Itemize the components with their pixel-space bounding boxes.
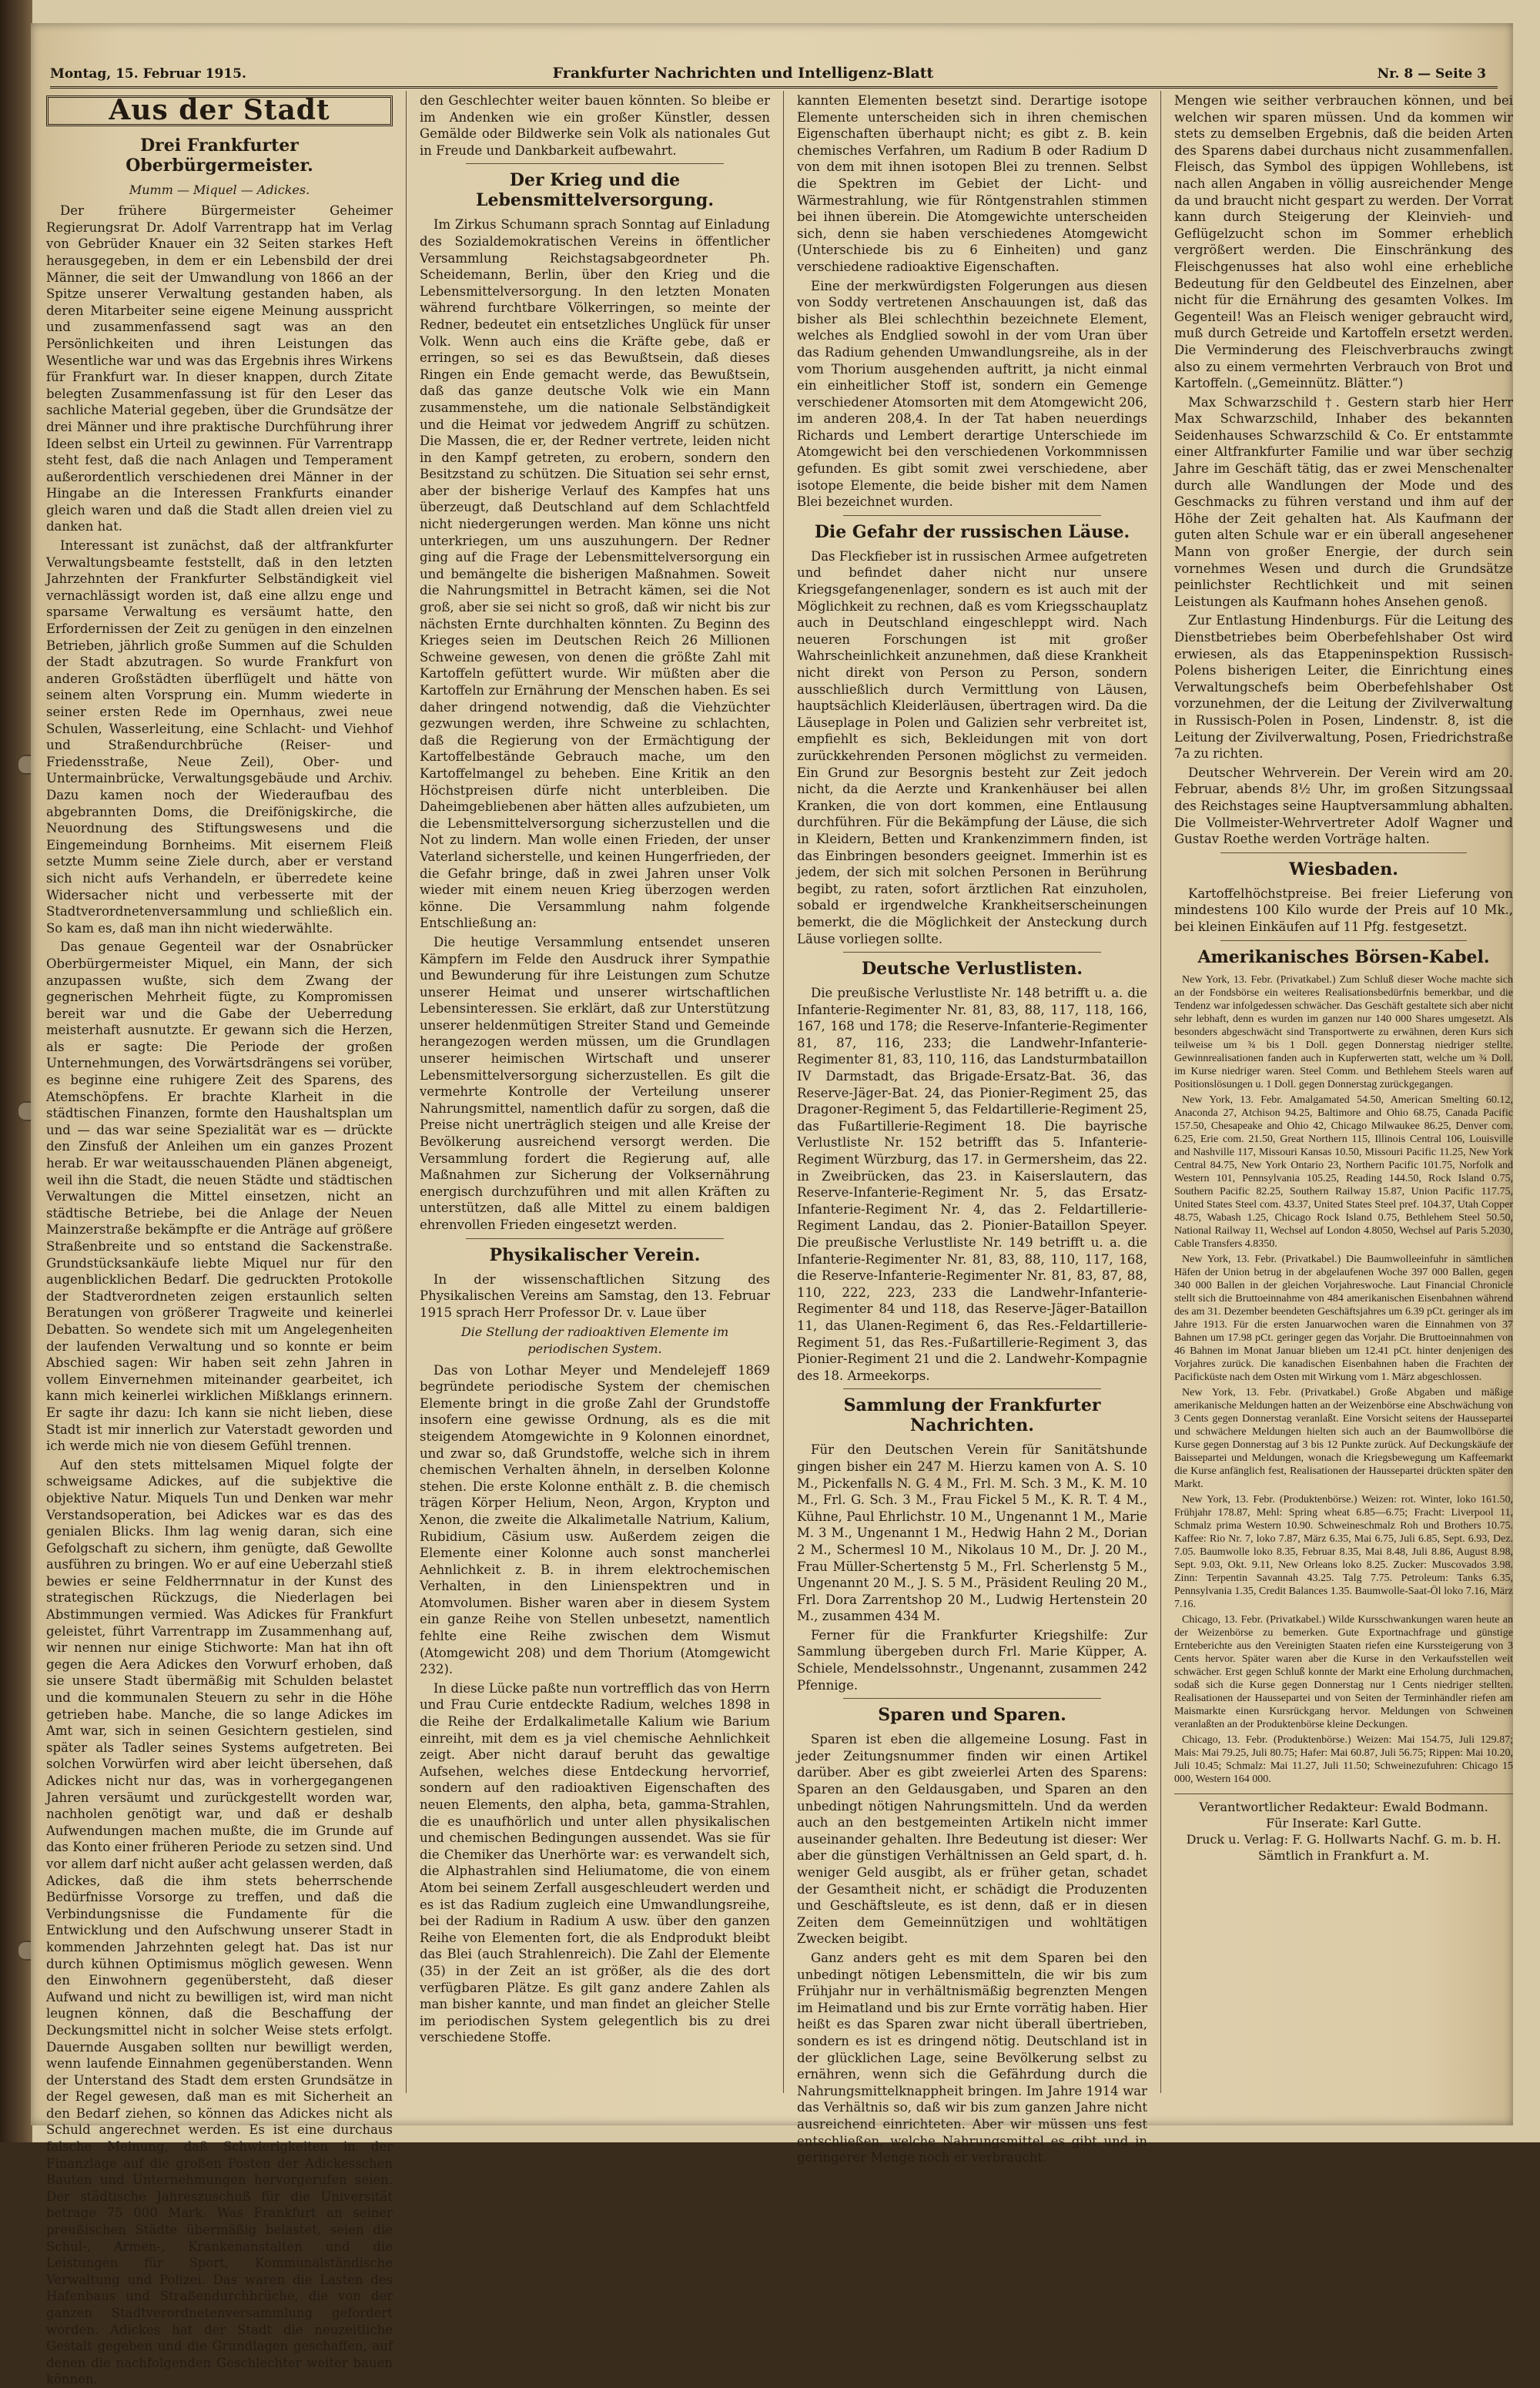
column-1 bbox=[46, 92, 393, 2387]
section-title: Aus der Stadt bbox=[46, 95, 393, 126]
article-divider bbox=[843, 515, 1101, 516]
column-rule bbox=[1160, 91, 1161, 2093]
imprint-line: Für Inserate: Karl Gutte. bbox=[1266, 1815, 1421, 1830]
article-heading: Wiesbaden. bbox=[1289, 859, 1398, 879]
article-heading: Deutsche Verlustlisten. bbox=[861, 959, 1083, 980]
article-divider bbox=[1220, 852, 1467, 853]
resolution-text: Die heutige Versammlung entsendet unseren Kämpfern im Felde den Ausdruck ihrer Sympathie und Bewunderung für ihre Leistungen zum Schutze unserer Heimat und unserer wirtschaftlichen Lebensinteressen. Sie erklärt, daß zur Unterstützung unserer heldenmütigen Streiter Stand und Gemeinde herangezogen werden müssen, um die Grundlagen unserer heimischen Wirtschaft und unserer Lebensmittelversorgung sicherzustellen. Es gilt die vermehrte Kontrolle der Verteilung unserer Nahrungsmittel, namentlich dafür zu sorgen, daß die Preise nicht unerträglich steigen und alle Kreise der Bevölkerung ausreichend versorgt werden. Die Versammlung fordert die Regierung auf, alle Maßnahmen zur Sicherung der Volksernährung energisch durchzuführen und mit allen Kräften zu unterstützen, daß alle Mittel zu einem baldigen ehrenvollen Frieden eingesetzt werden. bbox=[420, 934, 770, 1232]
article-paragraph: Die preußische Verlustliste Nr. 148 betrifft u. a. die Infanterie-Regimenter Nr. 81, 83, 88, 117, 118, 166, 167, 168 und 178; die Reserve-Infanterie-Regimenter 81, 87, 116, 233; die Landwehr-Infanterie-Regimenter 81, 83, 110, 116, das Landsturmbataillon IV Darmstadt, das Brigade-Ersatz-Bat. 36, das Reserve-Jäger-Bat. 24, das Pionier-Regiment 25, das Dragoner-Regiment 5, das Feldartillerie-Regiment 25, das Fußartillerie-Regiment 18. Die bayrische Verlustliste Nr. 152 betrifft das 5. Infanterie-Regiment Würzburg, das 17. in Germersheim, das 22. in Zweibrücken, das 23. in Kaiserslautern, das Reserve-Infanterie-Regiment Nr. 5, das Ersatz-Infanterie-Regiment Nr. 4, das 2. Feldartillerie-Regiment Landau, das 2. Pionier-Bataillon Speyer. Die preußische Verlustliste Nr. 149 betrifft u. a. die Infanterie-Regimenter Nr. 81, 83, 88, 110, 117, 168, die Reserve-Infanterie-Regimenter Nr. 81, 83, 87, 88, 110, 222, 223, 233 die Landwehr-Infanterie-Regimenter 84 und 118, das Reserve-Jäger-Bataillon 11, das Ulanen-Regiment 6, das Res.-Feldartillerie-Regiment 51, das Res.-Fußartillerie-Regiment 3, das Pionier-Regiment 21 und die 2. Landwehr-Kompagnie des 18. Armeekorps. bbox=[797, 986, 1147, 1383]
column-3 bbox=[797, 92, 1147, 2165]
market-report: New York, 13. Febr. (Privatkabel.) Zum Schluß dieser Woche machte sich an der Fondsbörse ein weiteres Realisationsbedürfnis bemerkbar, und die Tendenz war infolgedessen schwächer. Das Geschäft gestaltete sich aber nicht sehr lebhaft, denn es wurden im ganzen nur 140 000 Shares umgesetzt. Als besonders abgeschwächt sind Transportwerte zu erwähnen, deren Kurs sich teilweise um ¾ bis 1 Doll. gegen Donnerstag niedriger stellte. Gewinnrealisationen fanden auch in Kupferwerten statt, welche um ¾ Doll. im Kurse niedriger waren. Steel Comm. und Bethlehem Steels waren auf Positionslösungen u. 1 Doll. gegen Donnerstag zurückgegangen. bbox=[1174, 973, 1513, 1090]
article-divider bbox=[843, 1698, 1101, 1699]
news-item: Deutscher Wehrverein. Der Verein wird am 20. Februar, abends 8½ Uhr, im großen Sitzungssaal des Reichstages seine Hauptversammlung abhalten. Die Vollmeister-Wehrvertreter Adolf Wagner und Gustav Roethe werden Vorträge halten. bbox=[1174, 765, 1513, 847]
article-divider bbox=[466, 163, 724, 164]
news-item: Max Schwarzschild †. Gestern starb hier Herr Max Schwarzschild, Inhaber des bekannten Seidenhauses Schwarzschild & Co. Er entstammte einer Altfrankfurter Familie und war über sechzig Jahre im Geschäft tätig, das er zwei Menschenalter durch alle Wandlungen der Mode und des Geschmacks zu führen verstand und ihm auf der Höhe der Zeit gehalten hat. Als Kaufmann der guten alten Schule war er ein überall angesehener Mann von großer Energie, der durch sein vornehmes Wesen und durch die Grundsätze peinlichster Rechtlichkeit und mit seinen Leistungen als Kaufmann hohes Ansehen genoß. bbox=[1174, 394, 1513, 609]
article-divider bbox=[466, 1238, 724, 1239]
article-paragraph: Das von Lothar Meyer und Mendelejeff 1869 begründete periodische System der chemischen Elemente bringt in die große Zahl der Grundstoffe insofern eine gewisse Ordnung, als es die mit steigendem Atomgewichte in 9 Kolonnen einordnet, und zwar so, daß Grundstoffe, welche sich in ihrem chemischen Verhalten ähneln, in derselben Kolonne stehen. Die erste Kolonne enthält z. B. die chemisch trägen Körper Helium, Neon, Argon, Krypton und Xenon, die zweite die Alkalimetalle Natrium, Kalium, Rubidium, Cäsium usw. Außerdem zeigen die Elemente einer Kolonne auch sonst mancherlei Aehnlichkeit z. B. in ihrem elektrochemischen Verhalten, in den Linienspektren und in Atomvolumen. Bisher waren aber in diesem System ein ganze Reihe von Stellen unbesetzt, namentlich fehlte eine Reihe zwischen dem Wismut (Atomgewicht 208) und dem Thorium (Atomgewicht 232). bbox=[420, 1362, 770, 1677]
article-paragraph: Im Zirkus Schumann sprach Sonntag auf Einladung des Sozialdemokratischen Vereins in öffentlicher Versammlung Reichstagsabgeordneter Ph. Scheidemann, Berlin, über den Krieg und die Lebensmittelversorgung. In den letzten Monaten während furchtbare Völkerringen, so meinte der Redner, bedeutet ein entsetzliches Unglück für unser Volk. Wenn auch eins die Kräfte gebe, daß er erringen, so sei es das Bewußtsein, daß dieses Ringen ein Ende gemacht werde, das Bewußtsein, daß das ganze deutsche Volk wie ein Mann zusammenstehe, um die nationale Selbständigkeit und die Heimat vor jedwedem Angriff zu schützen. Die Massen, die er, der Redner vertrete, leiden nicht in den Kampf getreten, zu erobern, sondern den Besitzstand zu schützen. Die Situation sei sehr ernst, aber der bisherige Verlauf des Kampfes hat uns überzeugt, daß Deutschland auf dem Schlachtfeld nicht niedergerungen werden. Man könne uns nicht unterkriegen, um uns auszuhungern. Der Redner ging auf die Frage der Lebensmittelversorgung ein und bemängelte die bisherigen Maßnahmen. Soweit die Nahrungsmittel in Betracht kämen, sei die Not groß, aber sie sei nicht so groß, daß wir nicht bis zur nächsten Ernte durchhalten könnten. Zu Beginn des Krieges seien im Deutschen Reich 26 Millionen Schweine gewesen, von denen die größte Zahl mit Kartoffeln gefüttert wurde. Wir müßten aber die Kartoffeln zur Ernährung der Menschen haben. Es sei daher dringend notwendig, daß die Viehzüchter gezwungen werden, ihre Schweine zu schlachten, daß die Regierung von der Ermächtigung der Kartoffelbestände Gebrauch mache, um den Kartoffelmangel zu beheben. Eine Kritik an den Höchstpreisen dürfe nicht unterbleiben. Die Daheimgebliebenen aber hätten alles aufzubieten, um die Lebensmittelversorgung sicherzustellen und die Not zu lindern. Man wolle einen Frieden, der unser Vaterland sicherstelle, und keinen Hungerfrieden, der die Gefahr bringe, daß in zwei Jahren unser Volk wieder mit einem neuen Krieg überzogen werden könne. Die Versammlung nahm folgende Entschließung an: bbox=[420, 217, 770, 931]
article-paragraph: Für den Deutschen Verein für Sanitätshunde gingen bisher ein 247 M. Hierzu kamen von A. S. 10 M., Pickenfalls N. G. 4 M., Frl. M. Sch. 3 M., K. M. 10 M., Frl. G. Sch. 3 M., Frau Fickel 5 M., K. R. T. 4 M., Kühne, Paul Ehrlichstr. 10 M., Ungenannt 1 M., Marie M. 3 M., Ungenannt 1 M., Hedwig Hahn 2 M., Dorian 2 M., Schermesl 10 M., Nikolaus 10 M., Dr. J. 20 M., Frau Müller-Schertenstg 5 M., Frl. Scherlenstg 5 M., Ungenannt 20 M., J. S. 5 M., Präsident Reuling 20 M., Frl. Dora Zarrentshop 20 M., Ludwig Hertenstein 20 M., zusammen 434 M. bbox=[797, 1442, 1147, 1624]
page-number: Nr. 8 — Seite 3 bbox=[1377, 66, 1486, 82]
article-heading: Die Gefahr der russischen Läuse. bbox=[814, 521, 1130, 542]
market-report: Chicago, 13. Febr. (Produktenbörse.) Weizen: Mai 154.75, Juli 129.87; Mais: Mai 79.25, Juli 80.75; Hafer: Mai 60.87, Juli 56.75; Rippen: Mai 10.20, Juli 10.45; Schmalz: Mai 11.27, Juli 11.50; Schweinezufuhren: Chicago 15 000, Western 164 000. bbox=[1174, 1733, 1513, 1785]
article-paragraph: Sparen ist eben die allgemeine Losung. Fast in jeder Zeitungsnummer finden wir einen Artikel darüber. Aber es gibt zweierlei Arten des Sparens: Sparen an den Geldausgaben, und Sparen an den unbedingt nötigen Nahrungsmitteln. Und da werden auch an den bestgemeinten Artikeln nicht immer auseinander gehalten. Ihre Bedeutung ist dieser: Wer aber die günstigen Verhältnissen an Geld spart, d. h. weniger Geld ausgibt, als er früher getan, schadet der Gesamtheit nicht, er schädigt die Produzenten und Geschäftsleute, es ist denn, daß er in diesen Zeiten dem Gemeinnützigen und wohltätigen Zwecken beigibt. bbox=[797, 1732, 1147, 1947]
article-paragraph: Ferner für die Frankfurter Kriegshilfe: Zur Sammlung übergeben durch Frl. Marie Küpper, A. Schiele, Mendelssohnstr., Ungenannt, zusammen 242 Pfennige. bbox=[797, 1627, 1147, 1693]
masthead-line bbox=[50, 63, 1498, 89]
article-paragraph: den Geschlechter weiter bauen könnten. So bleibe er im Andenken wie ein großer Künstler, dessen Gemälde oder Bildwerke sein Volk als nationales Gut in Freude und Dankbarkeit aufbewahrt. bbox=[420, 93, 770, 158]
news-item: Zur Entlastung Hindenburgs. Für die Leitung des Dienstbetriebes beim Oberbefehlshaber Ost wird erwiesen, als das Etappeninspektion Russisch-Polens bisherigen Leiter, die Einrichtung eines Verwaltungschefs beim Oberbefehlshaber Ost vorzunehmen, der die Leitung der Zivilverwaltung in Russisch-Polen in Posen, Lindenstr. 8, ist die Leitung der Zivilverwaltung, Posen, Friedrichstraße 7a zu richten. bbox=[1174, 613, 1513, 762]
imprint bbox=[1174, 1794, 1513, 1864]
column-rule bbox=[406, 91, 407, 2093]
article-paragraph: Das genaue Gegenteil war der Osnabrücker Oberbürgermeister Miquel, ein Mann, der sich anzupassen wußte, sich dem Zwang der gegnerischen Mehrheit fügte, zu Kompromissen bereit war und die Gabe der Ueberredung meisterhaft ausnutzte. Er gewann sich die Herzen, als er sagte: Die Periode der großen Unternehmungen, des Vorwärtsdrängens sei vorüber, es beginne eine ruhigere Zeit des Sparens, des Atemschöpfens. Er brachte Klarheit in die städtischen Finanzen, formte den Haushaltsplan um und — das war seine Spezialität war es — drückte den Zinsfuß der Anleihen um ein ganzes Prozent herab. Er war weitausschauenden Plänen abgeneigt, weil ihn die Stadt, die neuen Städte und städtischen Verwaltungen die Mittel einsetzen, nicht an städtische Betriebe, bei die Anlage der Neuen Mainzerstraße bekämpfte er die Anträge auf größere Straßenbreite und so entstand die Sackenstraße. Grundstücksankäufe liebte Miquel nur für den augenblicklichen Bedarf. Die gedruckten Protokolle der Stadtverordneten zeigen erstaunlich selten Beratungen von größerer Tragweite und keinerlei Debatten. So wendete sich mit um Angelegenheiten der laufenden Verwaltung und so konnte er beim Abschied sagen: Wir haben seit zehn Jahren in vollem Einvernehmen miteinander gearbeitet, ich kann mich keinerlei wirklichen Mißklangs erinnern. Er sagte ihr dazu: Ich kann sie nicht lieben, diese Stadt ist mir innerlich zur Vaterstadt geworden und ich werde mich nie von diesem Gefühl trennen. bbox=[46, 939, 393, 1454]
article-heading: Drei Frankfurter Oberbürgermeister. bbox=[126, 135, 313, 176]
article-heading: Sammlung der Frankfurter Nachrichten. bbox=[843, 1395, 1101, 1436]
market-report: New York, 13. Febr. (Produktenbörse.) Weizen: rot. Winter, loko 161.50, Frühjahr 178.87, Mehl: Spring wheat 6.85—6.75; Fracht: Liverpool 11, Schmalz prima Western 10.90. Schweineschmalz Roh und Brothers 10.75. Kaffee: Rio Nr. 7, loko 7.87, März 6.35, Mai 6.75, Juli 6.85, Sept. 6.93, Dez. 7.05. Baumwolle loko 8.35, Februar 8.35, Mai 8.48, Juli 8.86, August 8.98, Sept. 9.03, Okt. 9.11, New Orleans loko 8.25. Zucker: Muscovados 3.98. Zinn: Terpentin Savannah 43.25. Talg 7.75. Petroleum: Tanks 6.35, Pennsylvania 1.35, Credit Balances 1.35. Baumwolle-Saat-Öl loko 7.16, März 7.16. bbox=[1174, 1493, 1513, 1610]
article-paragraph: Das Fleckfieber ist in russischen Armee aufgetreten und befindet daher nicht nur unsere Kriegsgefangenenlager, sondern es ist auch mit der Möglichkeit zu rechnen, daß es vom Kriegsschauplatz auch in Deutschland eingeschleppt wird. Nach neueren Forschungen ist mit großer Wahrscheinlichkeit anzunehmen, daß diese Krankheit nicht direkt von Person zu Person, sondern ausschließlich durch Vermittlung von Läusen, hauptsächlich Kleiderläusen, übertragen wird. Da die Läuseplage in Polen und Galizien sehr verbreitet ist, empfiehlt es sich, Bekleidungen mit von dort zurückkehrenden Personen möglichst zu vermeiden. Ein Grund zur Besorgnis besteht zur Zeit jedoch nicht, da die Aerzte und Krankenhäuser bei allen Kranken, die von dort kommen, eine Entlausung durchführen. Für die Bekämpfung der Läuse, die sich in Kleidern, Betten und Krankenzimmern finden, ist das Einbringen besonders geeignet. Immerhin ist es jedem, der sich mit solchen Personen in Berührung begibt, zu raten, sofort ärztlichen Rat einzuholen, sobald er irgendwelche Krankheitserscheinungen bemerkt, die die Möglichkeit der Ansteckung durch Läuse vorliegen sollte. bbox=[797, 548, 1147, 946]
market-report: New York, 13. Febr. (Privatkabel.) Große Abgaben und mäßige amerikanische Meldungen hatten an der Weizenbörse eine Abschwächung von 3 Cents gegen Donnerstag veranlaßt. Eine Vorsicht seitens der Haussepartei und schwächere Meldungen hielten sich auch an der Baumwollbörse die Kurse gegen Donnerstag auf 3 bis 12 Punkte zurück. Auf Deckungskäufe der Baissepartei und Meldungen, wonach die Kriegsbewegung um Kaffeemarkt die Kurse anfänglich fest, Realisationen der Haussepartei drückten später den Markt. bbox=[1174, 1386, 1513, 1490]
imprint-line: Verantwortlicher Redakteur: Ewald Bodmann. bbox=[1199, 1799, 1488, 1814]
column-2 bbox=[420, 92, 770, 2095]
article-subheading: Mumm — Miquel — Adickes. bbox=[129, 182, 310, 197]
market-report: New York, 13. Febr. (Privatkabel.) Die Baumwolleeinfuhr in sämtlichen Häfen der Union betrug in der abgelaufenen Woche 397 000 Ballen, gegen 340 000 Ballen in der gleichen Vorjahreswoche. Laut Financial Chronicle stellt sich die Bruttoeinnahme von 484 amerikanischen Eisenbahnen während des am 31. Dezember beendeten Geschäftsjahres um 6.39 pCt. geringer als im Jahre 1913. Für die ersten Januarwochen waren die Einnahmen von 37 Bahnen um 17.98 pCt. geringer gegen das Vorjahr. Die Bruttoeinnahmen von 46 Bahnen im Monat Januar blieben um 12.41 pCt. hinter denjenigen des Vorjahres zurück. Die kanadischen Eisenbahnen haben die Frachten der Pacificküste nach dem Osten mit Wirkung vom 1. März abgeschlossen. bbox=[1174, 1253, 1513, 1383]
article-divider bbox=[843, 952, 1101, 953]
market-reports bbox=[1174, 973, 1513, 1786]
newspaper-title: Frankfurter Nachrichten und Intelligenz-Blatt bbox=[552, 65, 934, 82]
article-divider bbox=[1220, 940, 1467, 941]
article-paragraph: Eine der merkwürdigsten Folgerungen aus diesen von Soddy vertretenen Anschauungen ist, daß das bisher als Blei schlechthin bezeichnete Element, welches als Endglied sowohl in der vom Uran über das Radium gehenden Umwandlungsreihe, als in der vom Thorium ausgehenden auftritt, ja nicht einmal ein einheitlicher Stoff ist, sondern ein Gemenge verschiedener Atomsorten mit dem Atomgewicht 206, im anderen 208,4. In der Tat haben neuerdings Richards und Lembert derartige Unterschiede im Atomgewicht bei den verschiedenen Vorkommnissen gefunden. Es gibt somit zwei verschiedene, aber isotope Elemente, die beide bisher mit dem Namen Blei bezeichnet wurden. bbox=[797, 278, 1147, 510]
article-divider bbox=[843, 1388, 1101, 1389]
article-paragraph: Ganz anders geht es mit dem Sparen bei den unbedingt nötigen Lebensmitteln, die wir bis zum Frühjahr nur in verhältnismäßig begrenzten Mengen im Heimatland und bis zur Ernte vorrätig haben. Hier heißt es das Sparen zwar nicht überall übertrieben, sondern es ist es dringend nötig. Deutschland ist in der glücklichen Lage, seine Bevölkerung selbst zu ernähren, wenn sich die Gefährdung durch die Nahrungsmittelknappheit bringen. Im Jahre 1914 war das Verhältnis so, daß wir bis zum ganzen Jahre nicht ausreichend einrichteten. Aber wir müssen uns fest entschließen, welche Nahrungsmittel es gibt und in geringerer Menge noch er verbraucht. bbox=[797, 1950, 1147, 2165]
article-paragraph: Interessant ist zunächst, daß der altfrankfurter Verwaltungsbeamte feststellt, daß in den letzten Jahrzehnten der Frankfurter Selbständigkeit viel vernachlässigt worden ist, daß eine allzu enge und sparsame Verwaltung es versäumt hatte, den Erfordernissen der Zeit zu genügen in den einzelnen Betrieben, jährlich große Summen auf die Schulden der Stadt abzutragen. So wurde Frankfurt von anderen Großstädten überflügelt und hätte von seinem alten Vorsprung ein. Mumm wiederte in seiner ersten Rede im Opernhaus, zwei neue Schulen, Wasserleitung, eine Schlacht- und Viehhof und Straßendurchbrüche (Reiser- und Friedensstraße, Neue Zeil), Ober- und Untermainbrücke, Verwaltungsgebäude und Archiv. Dazu kamen noch der Wiederaufbau des abgebrannten Doms, die Dreifönigskirche, die Neuordnung des Stiftungswesens und die Eingemeindung Bornheims. Mit eisernem Fleiß setzte Mumm seine Ziele durch, aber er verstand sich nicht aufs Verhandeln, er überredete keine Widersacher nicht und verbesserte mit der Stadtverordnetenversammlung und schließlich ein. So kam es, daß man ihn nicht wiederwählte. bbox=[46, 538, 393, 936]
lecture-title: Die Stellung der radioaktiven Elemente im periodischen System. bbox=[460, 1325, 729, 1356]
article-paragraph: Der frühere Bürgermeister Geheimer Regierungsrat Dr. Adolf Varrentrapp hat im Verlag von Gebrüder Knauer ein 32 Seiten starkes Heft herausgegeben, in dem er ein Lebensbild der drei Männer, die seit der Umwandlung von 1866 an der Spitze unserer Verwaltung gestanden haben, als deren Mitarbeiter seine eigene Meinung ausspricht und zusammenfassend sagt was an den Persönlichkeiten und ihren Leistungen das Wesentliche war und was das Ergebnis ihres Wirkens für Frankfurt war. In dieser knappen, durch Zitate belegten Zusammenfassung ist für den Leser das sachliche Material gegeben, über die Grundsätze der drei Männer und ihre praktische Durchführung ihrer Ideen selbst ein Urteil zu gewinnen. Für Varrentrapp steht fest, daß die nach Anlagen und Temperament außerordentlich verschiedenen drei Männer in der Hingabe an die Interessen Frankfurts einander gleich waren und daß die Stadt allen dreien viel zu danken hat. bbox=[46, 203, 393, 534]
market-report: New York, 13. Febr. Amalgamated 54.50, American Smelting 60.12, Anaconda 27, Atchison 94.25, Baltimore and Ohio 68.75, Canada Pacific 157.50, Chesapeake and Ohio 42, Chicago Milwaukee 86.25, Denver com. 6.25, Erie com. 21.50, Great Northern 115, Illinois Central 106, Louisville and Nashville 117, Missouri Kansas 10.50, Missouri Pacific 11.25, New York Central 84.75, New York Ontario 23, Northern Pacific 101.75, Norfolk and Western 101, Pennsylvania 105.25, Reading 144.50, Rock Island 0.75, Southern Pacific 82.25, Southern Railway 15.87, Union Pacific 117.75, United States Steel com. 43.37, United States Steel pref. 104.37, Utah Copper 48.75, Wabash 1.25, Chicago Rock Island 0.75, Bethlehem Steel 50.50, National Railway 11, Wechsel auf London 4.8050, Wechsel auf Paris 5.2030, Cable Transfers 4.8350. bbox=[1174, 1094, 1513, 1250]
article-heading: Sparen und Sparen. bbox=[878, 1705, 1066, 1726]
column-rule bbox=[783, 91, 784, 2093]
article-paragraph: Auf den stets mittelsamen Miquel folgte der schweigsame Adickes, auf die subjektive die objektive Natur. Miquels Tun und Denken war mehr Verstandsoperation, bei Adickes war es das des genialen Blicks. Ihm lag wenig daran, sich eine Gefolgschaft zu sichern, ihm genügte, daß Gewollte ausführen zu bringen. Wo er auf eine Ueberzahl stieß bewies er seine Feldherrnnatur in der Kunst des strategischen Rückzugs, die Niederlagen bei Abstimmungen vermied. Was Adickes für Frankfurt geleistet, führt Varrentrapp im Zusammenhang auf, wir nennen nur einige Stichworte: Man hat ihn oft gegen die Aera Adickes den Vorwurf erhoben, daß sie unsere Stadt übermäßig mit Schulden belastet und die kommunalen Steuern zu sehr in die Höhe getrieben habe. Manche, die so lange Adickes im Amt war, sich in seinen Gesichtern gestielen, sind später als Tadler seines Systems aufgetreten. Bei solchen Vorwürfen wird aber leicht übersehen, daß Adickes nicht nur das, was in vorhergegangenen Jahren versäumt und zurückgestellt worden war, nachholen genötigt war, und daß er deshalb Aufwendungen machen mußte, die im Grunde auf das Konto einer früheren Periode zu setzen sind. Und vor allem darf nicht außer acht gelassen werden, daß Adickes, daß die ihm stets beherrschende Bedürfnisse Vorsorge zu treffen, und daß die Verbindungsnisse die Fundamente für die Entwicklung und den Aufschwung unserer Stadt in kommenden Jahrzehnten gelegt hat. Das ist nur durch kühnen Optimismus möglich gewesen. Wenn den Einwohnern gegenübersteht, daß dieser Aufwand und nicht zu bewilligen ist, wird man nicht leugnen können, daß die Beschaffung der Deckungsmittel nicht in solcher Weise stets erfolgt. Dauernde Ausgaben sollten nur bewilligt werden, wenn laufende Einnahmen gegenüberstanden. Wenn der Unterstand des Stadt dem ersten Grundsätze in der Regel gewesen, daß man es mit Sicherheit an den Bedarf ziehen, so können das Adickes nicht als Schuld angerechnet werden. Es ist eine durchaus falsche Meinung, daß Schwierigkeiten in der Finanzlage auf die großen Posten der Adickesschen Bauten und Unternehmungen hervorgerufen seien. Der städtische Jahreszuschuß für die Universität betrage 75 000 Mark. Was Frankfurt an seiner preußischen Städte übermäßig belastet, seien die Schul-, Armen-, Krankenanstalten und die Leistungen für Sport, Kommunalständische Verwaltung und Polizei. Das waren die Lasten des Hafenbaus und Straßendurchbrüche, die von der ganzen Stadtverordnetenversammlung gefordert worden. Adickes hat der Stadt die neuzeitliche Gestalt gegeben und die Grundlagen geschaffen, auf denen die nachfolgenden Geschlechter weiter bauen können. bbox=[46, 1457, 393, 2387]
article-heading: Der Krieg und die Lebensmittelversorgung. bbox=[476, 170, 714, 211]
imprint-line: Sämtlich in Frankfurt a. M. bbox=[1257, 1847, 1430, 1863]
article-paragraph: In diese Lücke paßte nun vortrefflich das von Herrn und Frau Curie entdeckte Radium, welches 1898 in die Reihe der Erdalkalimetalle Kalium wie Barium einreiht, mit dem es ja viel chemische Aehnlichkeit zeigt. Aber nicht darauf beruht das gewaltige Aufsehen, welches diese Entdeckung hervorrief, sondern auf den radioaktiven Eigenschaften des neuen Elements, den alpha, beta, gamma-Strahlen, die es unaufhörlich und unter allen physikalischen und chemischen Bedingungen aussendet. Was sie für die Chemiker das Unerhörte war: es verwandelt sich, die Alphastrahlen sind Heliumatome, die von einem Atom bei seinem Zerfall ausgeschleudert werden und es ist das Radium zugleich eine Umwandlungsreihe, bei der Radium in Radium A usw. über den ganzen Reihe von Elementen fort, die als Endprodukt bleibt das Blei (auch Strahlenreich). Die Zahl der Elemente (35) in der Zeit an ist größer, als die des dort verfügbaren Plätze. Es gilt ganz andere Zahlen als man bisher kannte, und man findet an gleicher Stelle im periodischen System gelegentlich bis zu drei verschiedene Stoffe. bbox=[420, 1680, 770, 2045]
article-paragraph: kannten Elementen besetzt sind. Derartige isotope Elemente unterscheiden sich in ihren chemischen Eigenschaften überhaupt nicht; es gibt z. B. kein chemisches Verfahren, um Radium B oder Radium D von dem mit ihnen isotopen Blei zu trennen. Selbst die Spektren im Gebiet der Licht- und Wärmestrahlung, wie für Röntgenstrahlen stimmen bei ihnen überein. Die Atomgewichte unterscheiden sich, denn sie haben verschiedenes Atomgewicht (Unterschiede bis zu 6 Einheiten) und ganz verschiedene radioaktive Eigenschaften. bbox=[797, 93, 1147, 274]
binding-spine bbox=[0, 0, 32, 2142]
imprint-line: Druck u. Verlag: F. G. Hollwarts Nachf. G. m. b. H. bbox=[1186, 1831, 1502, 1847]
news-item: Kartoffelhöchstpreise. Bei freier Lieferung von mindestens 100 Kilo wurde der Preis auf 10 Mk., bei kleinen Einkäufen auf 11 Pfg. festgesetzt. bbox=[1174, 886, 1513, 934]
column-4 bbox=[1174, 92, 1513, 2095]
article-heading: Physikalischer Verein. bbox=[489, 1244, 701, 1265]
market-report: Chicago, 13. Febr. (Privatkabel.) Wilde Kursschwankungen waren heute an der Weizenbörse zu bemerken. Gute Exportnachfrage und günstige Ernteberichte aus den Vereinigten Staaten riefen eine Kurssteigerung von 3 Cents hervor. Später waren aber die Kurse in den Verkaufsstellen weit schwächer. Erst gegen Schluß konnte der Markt eine Erholung durchmachen, sodaß sich die Kurse gegen Donnerstag nur 1 Cents niedriger stellten. Realisationen der Haussepartei und von Seiten der Terminhändler riefen am Maismarkte einen Kursrückgang hervor. Meldungen von Schweinen veranlaßten an der Produktenbörse kleine Deckungen. bbox=[1174, 1613, 1513, 1730]
article-heading: Amerikanisches Börsen-Kabel. bbox=[1197, 946, 1490, 967]
issue-date: Montag, 15. Februar 1915. bbox=[50, 66, 246, 82]
article-paragraph: In der wissenschaftlichen Sitzung des Physikalischen Vereins am Samstag, den 13. Februar 1915 sprach Herr Professor Dr. v. Laue über bbox=[420, 1271, 770, 1320]
article-paragraph: Mengen wie seither verbrauchen können, und bei welchen wir sparen müssen. Und da kommen wir stets zu demselben Ergebnis, daß die beiden Arten des Sparens dabei durchaus nicht zusammenfallen. Fleisch, das Symbol des üppigen Wohllebens, ist nach allen Angaben in völlig ausreichender Menge da und braucht nicht gespart zu werden. Der Vorrat kann durch Steigerung der Kleinvieh- und Geflügelzucht schon im Sommer erheblich vergrößert werden. Die Einschränkung des Fleischgenusses hat also wohl eine erhebliche Bedeutung für den Geldbeutel des Einzelnen, aber nicht für die Ernährung des gesamten Volkes. Im Gegenteil! Was an Fleisch weniger gebraucht wird, muß durch Getreide und Kartoffeln ersetzt werden. Die Verminderung des Fleischverbrauchs zwingt also zu einem vermehrten Verbrauch von Brot und Kartoffeln. („Gemeinnütz. Blätter.“) bbox=[1174, 93, 1513, 391]
